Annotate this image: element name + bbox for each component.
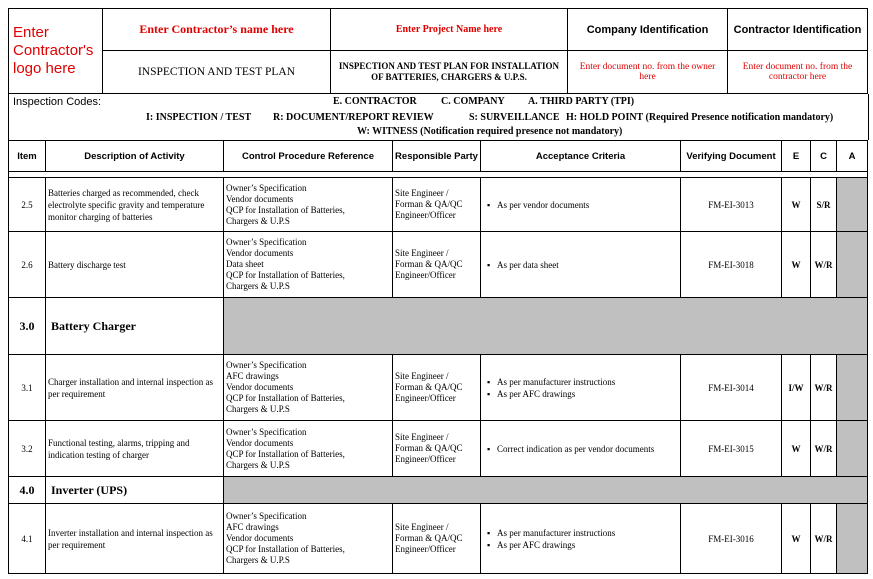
verifying-document: FM-EI-3016	[681, 504, 782, 574]
responsible-party: Site Engineer / Forman & QA/QC Engineer/Officer	[393, 232, 481, 298]
contractor-identification-label: Contractor Identification	[728, 9, 868, 51]
procedure-reference: Chargers & U.P.S	[226, 404, 290, 414]
section-row	[9, 477, 868, 504]
verifying-document: FM-EI-3014	[681, 355, 782, 421]
code-c: W/R	[811, 355, 837, 421]
code-c: W/R	[811, 232, 837, 298]
col-description: Description of Activity	[46, 141, 224, 172]
section-number: 4.0	[9, 477, 46, 504]
criteria-item: ▪ As per vendor documents	[497, 199, 678, 211]
item-number: 3.1	[9, 355, 46, 421]
procedure-reference: Chargers & U.P.S	[226, 459, 290, 470]
table-row	[9, 421, 868, 477]
company-identification-label: Company Identification	[568, 9, 728, 51]
section-shaded-cells	[224, 477, 868, 504]
criteria-item: ▪ Correct indication as per vendor documents	[497, 443, 678, 455]
item-number: 4.1	[9, 504, 46, 574]
acceptance-criteria-cell	[481, 504, 681, 574]
code-e: I/W	[782, 355, 811, 421]
responsible-party: Site Engineer / Forman & QA/QC Engineer/Officer	[393, 421, 481, 477]
code-e: W	[782, 504, 811, 574]
code-e: W	[782, 232, 811, 298]
control-procedure-cell	[224, 178, 393, 232]
criteria-item: ▪ As per AFC drawings	[497, 388, 678, 400]
table-row	[9, 178, 868, 232]
code-c: W/R	[811, 504, 837, 574]
code-third-party: A. THIRD PARTY (TPI)	[528, 96, 635, 107]
verifying-document: FM-EI-3013	[681, 178, 782, 232]
procedure-reference: Data sheet	[226, 259, 264, 269]
activity-description: Battery discharge test	[46, 232, 224, 298]
col-e: E	[782, 141, 811, 172]
procedure-reference: QCP for Installation of Batteries,	[226, 393, 345, 403]
inspection-codes-label: Inspection Codes:	[13, 96, 102, 108]
contractor-logo-placeholder[interactable]: Enter Contractor's logo here	[9, 9, 103, 94]
item-number: 3.2	[9, 421, 46, 477]
table-row	[9, 355, 868, 421]
col-control-procedure: Control Procedure Reference	[224, 141, 393, 172]
procedure-reference: Owner’s Specification	[226, 360, 307, 370]
table-row	[9, 232, 868, 298]
procedure-reference: Chargers & U.P.S	[226, 281, 290, 291]
contractor-name-field[interactable]: Enter Contractor’s name here	[103, 9, 331, 51]
code-c: S/R	[811, 178, 837, 232]
code-inspection: I: INSPECTION / TEST	[146, 112, 252, 123]
section-title: Battery Charger	[46, 298, 224, 355]
procedure-reference: Vendor documents	[226, 533, 294, 543]
procedure-reference: QCP for Installation of Batteries,	[226, 448, 345, 459]
code-e: W	[782, 421, 811, 477]
activity-description: Inverter installation and internal inspection as per requirement	[46, 504, 224, 574]
procedure-reference: Owner’s Specification	[226, 237, 307, 247]
item-number: 2.6	[9, 232, 46, 298]
item-number: 2.5	[9, 178, 46, 232]
procedure-reference: Vendor documents	[226, 248, 294, 258]
code-company: C. COMPANY	[441, 96, 505, 107]
acceptance-criteria-cell	[481, 355, 681, 421]
code-c: W/R	[811, 421, 837, 477]
activity-description: Batteries charged as recommended, check electrolyte specific gravity and temperature monitor charging of batteries	[46, 178, 224, 232]
procedure-reference: Owner’s Specification	[226, 511, 307, 521]
criteria-item: ▪ As per data sheet	[497, 259, 678, 271]
control-procedure-cell	[224, 504, 393, 574]
control-procedure-cell	[224, 421, 393, 477]
procedure-reference: Chargers & U.P.S	[226, 555, 290, 565]
control-procedure-cell	[224, 232, 393, 298]
procedure-reference: QCP for Installation of Batteries,	[226, 204, 345, 215]
activity-description: Functional testing, alarms, tripping and indication testing of charger	[46, 421, 224, 477]
procedure-reference: Vendor documents	[226, 193, 294, 204]
document-subtitle: INSPECTION AND TEST PLAN FOR INSTALLATION OF BATTERIES, CHARGERS & U.P.S.	[331, 51, 568, 94]
code-e: W	[782, 178, 811, 232]
code-contractor: E. CONTRACTOR	[333, 96, 417, 107]
document-header	[8, 8, 868, 94]
code-a	[837, 232, 868, 298]
responsible-party: Site Engineer / Forman & QA/QC Engineer/Officer	[393, 355, 481, 421]
responsible-party: Site Engineer / Forman & QA/QC Engineer/Officer	[393, 504, 481, 574]
procedure-reference: Vendor documents	[226, 437, 294, 448]
col-verifying-document: Verifying Document	[681, 141, 782, 172]
control-procedure-cell	[224, 355, 393, 421]
procedure-reference: QCP for Installation of Batteries,	[226, 544, 345, 554]
section-title: Inverter (UPS)	[46, 477, 224, 504]
procedure-reference: Vendor documents	[226, 382, 294, 392]
col-a: A	[837, 141, 868, 172]
criteria-item: ▪ As per AFC drawings	[497, 539, 678, 551]
section-shaded-cells	[224, 298, 868, 355]
procedure-reference: AFC drawings	[226, 371, 279, 381]
col-c: C	[811, 141, 837, 172]
contractor-document-number-field[interactable]: Enter document no. from the contractor here	[728, 51, 868, 94]
criteria-item: ▪ As per manufacturer instructions	[497, 376, 678, 388]
acceptance-criteria-cell	[481, 178, 681, 232]
procedure-reference: QCP for Installation of Batteries,	[226, 270, 345, 280]
code-a	[837, 504, 868, 574]
code-surveillance: S: SURVEILLANCE	[469, 112, 560, 123]
code-a	[837, 355, 868, 421]
activity-description: Charger installation and internal inspection as per requirement	[46, 355, 224, 421]
acceptance-criteria-cell	[481, 421, 681, 477]
document-title: INSPECTION AND TEST PLAN	[103, 51, 331, 94]
verifying-document: FM-EI-3015	[681, 421, 782, 477]
acceptance-criteria-cell	[481, 232, 681, 298]
procedure-reference: Owner’s Specification	[226, 426, 307, 437]
procedure-reference: AFC drawings	[226, 522, 279, 532]
table-row	[9, 504, 868, 574]
section-number: 3.0	[9, 298, 46, 355]
project-name-field[interactable]: Enter Project Name here	[331, 9, 568, 51]
inspection-codes-legend	[8, 94, 869, 140]
code-review: R: DOCUMENT/REPORT REVIEW	[273, 112, 434, 123]
code-witness: W: WITNESS (Notification required presence not mandatory)	[357, 126, 623, 137]
company-document-number-field[interactable]: Enter document no. from the owner here	[568, 51, 728, 94]
col-item: Item	[9, 141, 46, 172]
code-a	[837, 421, 868, 477]
procedure-reference: Owner’s Specification	[226, 182, 307, 193]
code-a	[837, 178, 868, 232]
criteria-item: ▪ As per manufacturer instructions	[497, 527, 678, 539]
col-responsible-party: Responsible Party	[393, 141, 481, 172]
col-acceptance-criteria: Acceptance Criteria	[481, 141, 681, 172]
responsible-party: Site Engineer / Forman & QA/QC Engineer/Officer	[393, 178, 481, 232]
itp-table	[8, 140, 868, 574]
section-row	[9, 298, 868, 355]
itp-table-body	[9, 178, 868, 574]
verifying-document: FM-EI-3018	[681, 232, 782, 298]
code-hold-point: H: HOLD POINT (Required Presence notification mandatory)	[566, 112, 834, 123]
procedure-reference: Chargers & U.P.S	[226, 215, 290, 226]
